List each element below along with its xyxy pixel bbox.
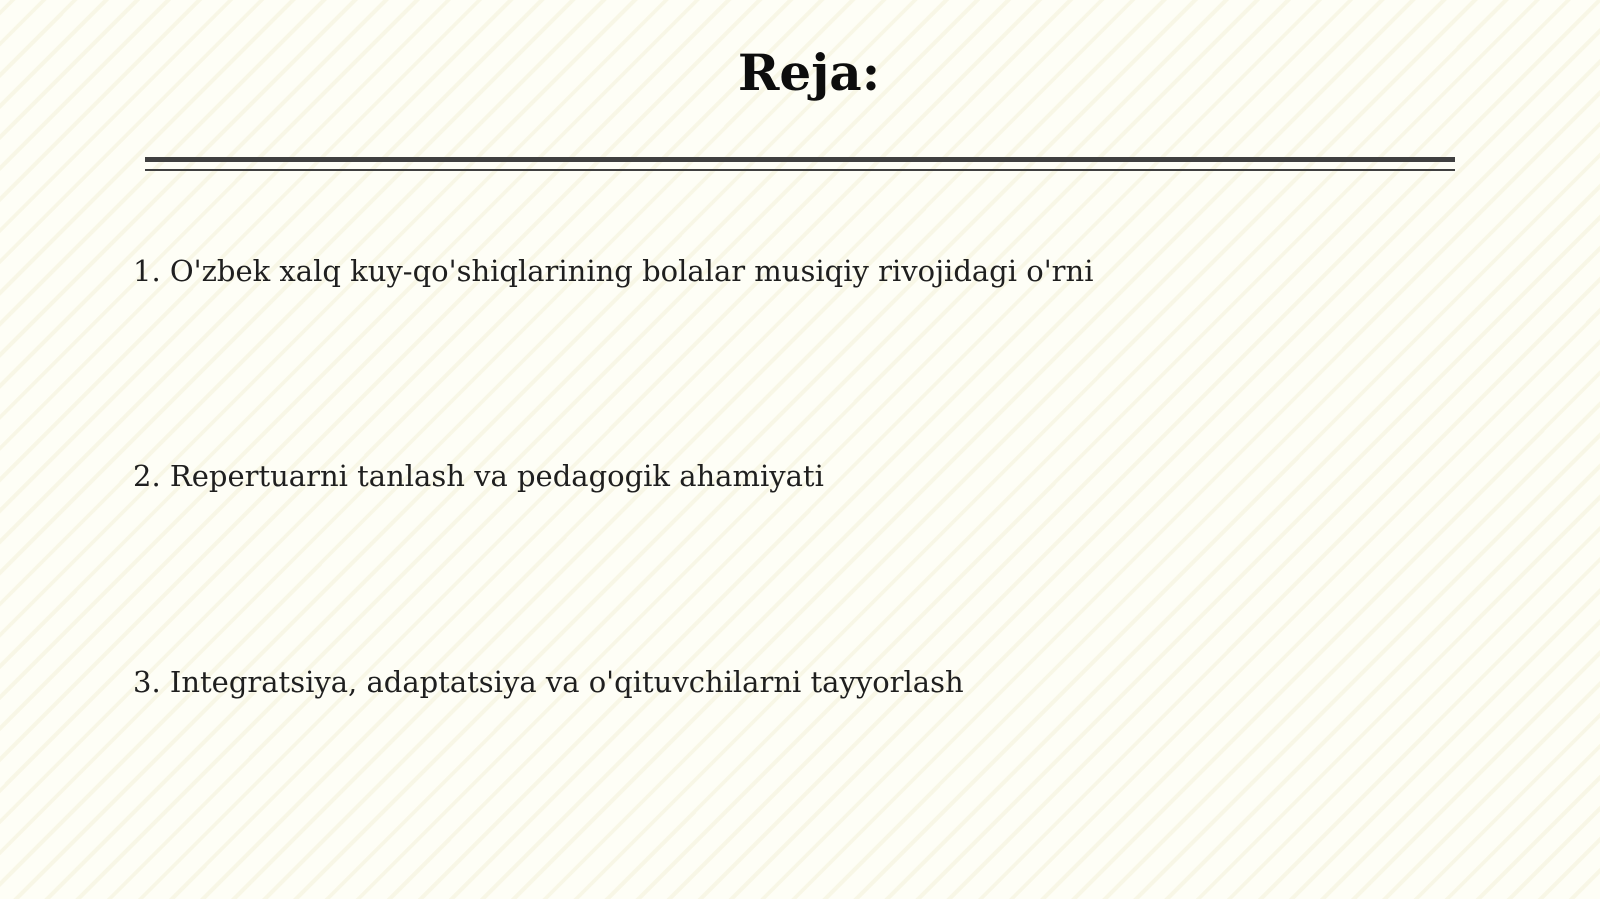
plan-item-2: [133, 456, 824, 496]
plan-item-text: Integratsiya, adaptatsiya va o'qituvchilarni tayyorlash: [169, 665, 964, 699]
plan-item-text: O'zbek xalq kuy-qo'shiqlarining bolalar musiqiy rivojidagi o'rni: [169, 254, 1094, 288]
plan-item-3: [133, 662, 964, 702]
title-divider-thin: [145, 169, 1455, 171]
plan-item-number: 1.: [133, 254, 161, 288]
plan-item-number: 2.: [133, 459, 161, 493]
slide-title: Reja:: [737, 43, 881, 102]
title-divider-thick: [145, 157, 1455, 162]
plan-item-1: [133, 251, 1094, 291]
plan-item-number: 3.: [133, 665, 161, 699]
plan-item-text: Repertuarni tanlash va pedagogik ahamiyati: [169, 459, 824, 493]
